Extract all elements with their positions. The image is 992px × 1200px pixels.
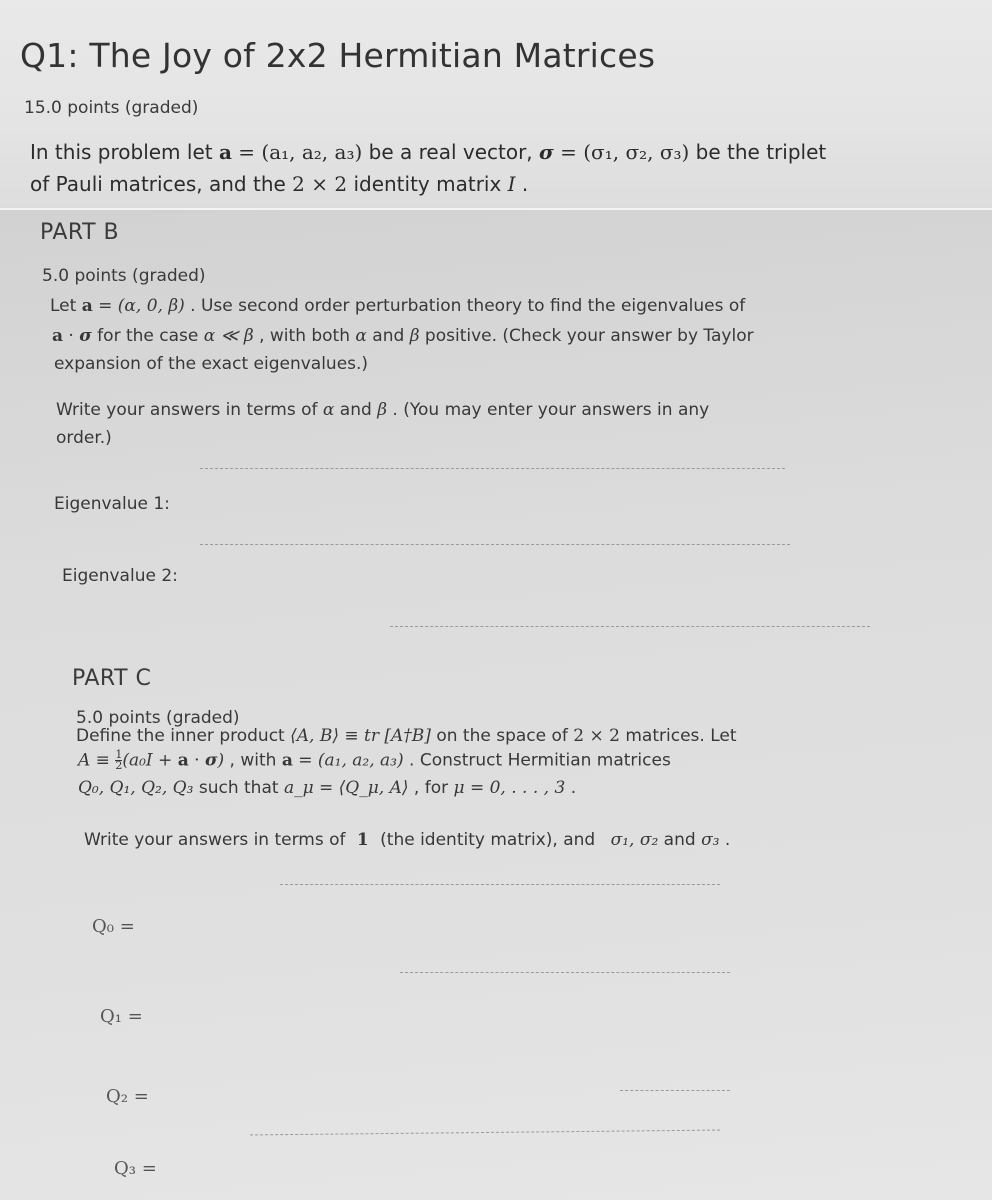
part-b-instructions-line-2: order.)	[56, 428, 112, 448]
intro-text: of Pauli matrices, and the	[30, 172, 293, 196]
page-title: Q1: The Joy of 2x2 Hermitian Matrices	[20, 36, 656, 75]
eigenvalue-1-input[interactable]	[200, 544, 790, 545]
text: .	[565, 778, 577, 798]
text: , for	[408, 778, 454, 798]
vector-a-symbol: a	[52, 326, 64, 346]
q0-label: Q₀ =	[92, 916, 135, 937]
fraction-denominator: 2	[115, 759, 123, 772]
q2-input[interactable]	[250, 1130, 720, 1136]
sigma-symbol: σ	[79, 326, 92, 346]
intro-text: identity matrix	[347, 172, 508, 196]
part-b-line-3: expansion of the exact eigenvalues.)	[54, 354, 369, 374]
part-b-line-2	[52, 326, 754, 346]
text: Write your answers in terms of	[84, 830, 351, 850]
question-points: 15.0 points (graded)	[24, 98, 199, 118]
vector-a-symbol: a	[81, 296, 93, 316]
sigma-symbol: σ₃	[701, 830, 720, 850]
sigma-definition: = (σ₁, σ₂, σ₃)	[553, 140, 690, 164]
math-expression: = (a₁, a₂, a₃)	[292, 750, 404, 771]
eigenvalue-2-label: Eigenvalue 2:	[62, 566, 178, 586]
vector-a-symbol: a	[281, 750, 293, 771]
text: , with both	[253, 326, 356, 346]
eigenvalue-1-label: Eigenvalue 1:	[54, 494, 170, 514]
part-b-line-1	[50, 296, 745, 316]
text: .	[719, 830, 731, 850]
identity-symbol: I	[507, 172, 516, 196]
text: and	[658, 830, 702, 850]
dot-operator: ·	[63, 326, 80, 346]
intro-text: be the triplet	[689, 140, 827, 164]
q0-input[interactable]	[400, 972, 730, 973]
q1-input[interactable]	[620, 1090, 730, 1091]
q1-label: Q₁ =	[100, 1006, 143, 1027]
dimension-text: 2 × 2	[573, 726, 620, 746]
math-expression: α ≪ β	[203, 326, 254, 346]
intro-line-2	[30, 172, 528, 196]
part-c-points: 5.0 points (graded)	[76, 708, 240, 728]
text: Write your answers in terms of	[56, 400, 323, 420]
part-c-line-3	[78, 778, 576, 798]
fraction-numerator: 1	[115, 748, 123, 761]
question-header-section	[0, 0, 992, 210]
text: positive. (Check your answer by Taylor	[419, 326, 754, 346]
dimension-text: 2 × 2	[292, 172, 348, 196]
text: and	[366, 326, 410, 346]
answer-divider	[200, 468, 785, 469]
part-b-heading: PART B	[40, 220, 120, 245]
intro-text: be a real vector,	[362, 140, 540, 164]
part-c-heading: PART C	[72, 666, 152, 691]
inner-product-definition: ⟨A, B⟩ ≡ tr [A†B]	[290, 726, 431, 746]
math-expression: a_μ = ⟨Q_μ, A⟩	[283, 778, 409, 798]
text: . Construct Hermitian matrices	[403, 750, 671, 771]
intro-text: .	[515, 172, 529, 196]
eigenvalue-2-input[interactable]	[390, 626, 870, 627]
text: on the space of	[430, 726, 574, 746]
part-c-line-2	[78, 750, 671, 771]
text: (the identity matrix), and	[374, 830, 601, 850]
text: such that	[193, 778, 284, 798]
text: . (You may enter your answers in any	[387, 400, 710, 420]
sigma-symbol: σ	[539, 140, 554, 164]
text: and	[334, 400, 378, 420]
math-expression: Q₀, Q₁, Q₂, Q₃	[78, 778, 194, 798]
intro-text: In this problem let	[30, 140, 219, 164]
parts-section	[0, 210, 992, 1200]
part-b-instructions-line-1	[56, 400, 709, 420]
text: Define the inner product	[76, 726, 291, 746]
text: Let	[50, 296, 82, 316]
math-expression: A ≡	[78, 750, 116, 771]
answer-divider	[280, 884, 720, 885]
text: . Use second order perturbation theory to find the eigenvalues of	[184, 296, 746, 316]
q2-label: Q₂ =	[106, 1086, 149, 1107]
sigma-symbol: σ	[204, 750, 218, 771]
math-expression: = (α, 0, β)	[92, 296, 185, 316]
beta-symbol: β	[409, 326, 420, 346]
part-b-points: 5.0 points (graded)	[42, 266, 206, 286]
dot-operator: ·	[188, 750, 205, 771]
alpha-symbol: α	[355, 326, 367, 346]
part-c-instructions	[84, 830, 730, 850]
q3-label: Q₃ =	[114, 1158, 157, 1179]
text: , with	[224, 750, 282, 771]
vector-a-symbol: a	[177, 750, 189, 771]
intro-line-1	[30, 140, 826, 164]
math-expression: μ = 0, . . . , 3	[453, 778, 566, 798]
math-expression: (a₀I +	[122, 750, 178, 771]
identity-symbol: 1	[356, 830, 369, 850]
vector-a-definition: = (a₁, a₂, a₃)	[231, 140, 363, 164]
vector-a-symbol: a	[218, 140, 232, 164]
text: matrices. Let	[619, 726, 737, 746]
part-c-line-1	[76, 726, 737, 746]
text: for the case	[91, 326, 204, 346]
sigma-symbols: σ₁, σ₂	[610, 830, 659, 850]
alpha-symbol: α	[322, 400, 335, 420]
beta-symbol: β	[377, 400, 388, 420]
math-expression: )	[217, 750, 225, 771]
